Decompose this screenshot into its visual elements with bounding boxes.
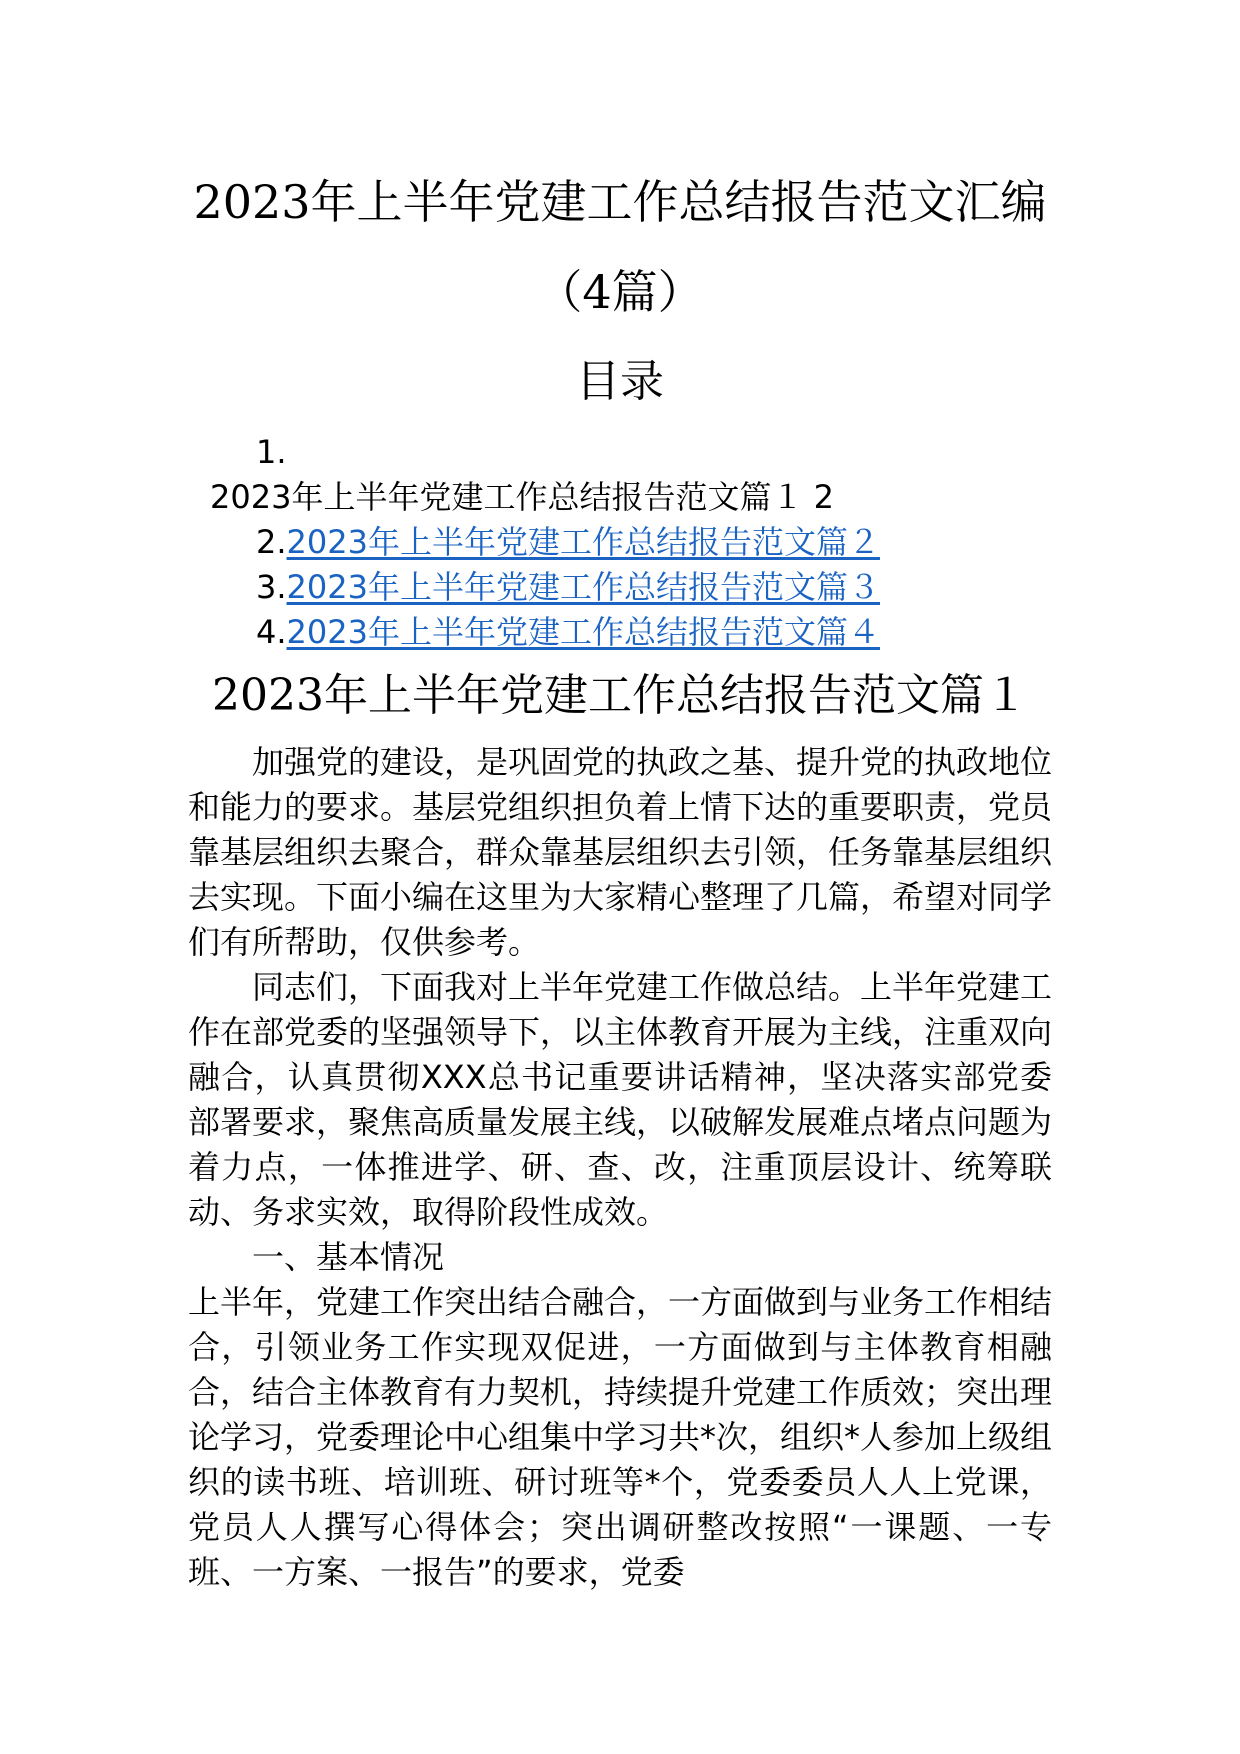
paragraph-summary: 同志们，下面我对上半年党建工作做总结。上半年党建工作在部党委的坚强领导下，以主体教育开展为主线，注重双向融合，认真贯彻XXX总书记重要讲话精神，坚决落实部党委部署要求，聚焦高质量发展主线，以破解发展难点堵点问题为着力点，一体推进学、研、查、改，注重顶层设计、统筹联动、务求实效，取得阶段性成效。 (188, 968, 1053, 1231)
document-title-line-2: （4篇） (536, 265, 704, 319)
toc-item-2 (256, 520, 880, 564)
toc-heading: 目录 (576, 356, 664, 407)
toc-item-1-number: 1. (256, 433, 287, 471)
toc-item-3-number: 3. (256, 568, 287, 606)
toc-item-1-text: 2023年上半年党建工作总结报告范文篇１ 2 (210, 478, 834, 516)
toc-item-4-number: 4. (256, 613, 287, 651)
toc-item-4-link[interactable]: 2023年上半年党建工作总结报告范文篇４ (286, 613, 880, 651)
toc-item-2-number: 2. (256, 523, 287, 561)
toc-item-2-link[interactable]: 2023年上半年党建工作总结报告范文篇２ (286, 523, 880, 561)
section-title: 2023年上半年党建工作总结报告范文篇１ (212, 670, 1028, 721)
paragraph-intro: 加强党的建设，是巩固党的执政之基、提升党的执政地位和能力的要求。基层党组织担负着上情下达的重要职责，党员靠基层组织去聚合，群众靠基层组织去引领，任务靠基层组织去实现。下面小编在这里为大家精心整理了几篇，希望对同学们有所帮助，仅供参考。 (188, 743, 1053, 961)
toc-item-4 (256, 610, 880, 654)
section-heading-basic-situation: 一、基本情况 (252, 1238, 445, 1276)
paragraph-basic-situation: 上半年，党建工作突出结合融合，一方面做到与业务工作相结合，引领业务工作实现双促进，一方面做到与主体教育相融合，结合主体教育有力契机，持续提升党建工作质效；突出理论学习，党委理论中心组集中学习共*次，组织*人参加上级组织的读书班、培训班、研讨班等*个，党委委员人人上党课，党员人人撰写心得体会；突出调研整改按照“一课题、一专班、一方案、一报告”的要求，党委 (188, 1283, 1053, 1591)
toc-item-3-link[interactable]: 2023年上半年党建工作总结报告范文篇３ (286, 568, 880, 606)
toc-item-3 (256, 565, 880, 609)
document-title-line-1: 2023年上半年党建工作总结报告范文汇编 (193, 175, 1047, 229)
